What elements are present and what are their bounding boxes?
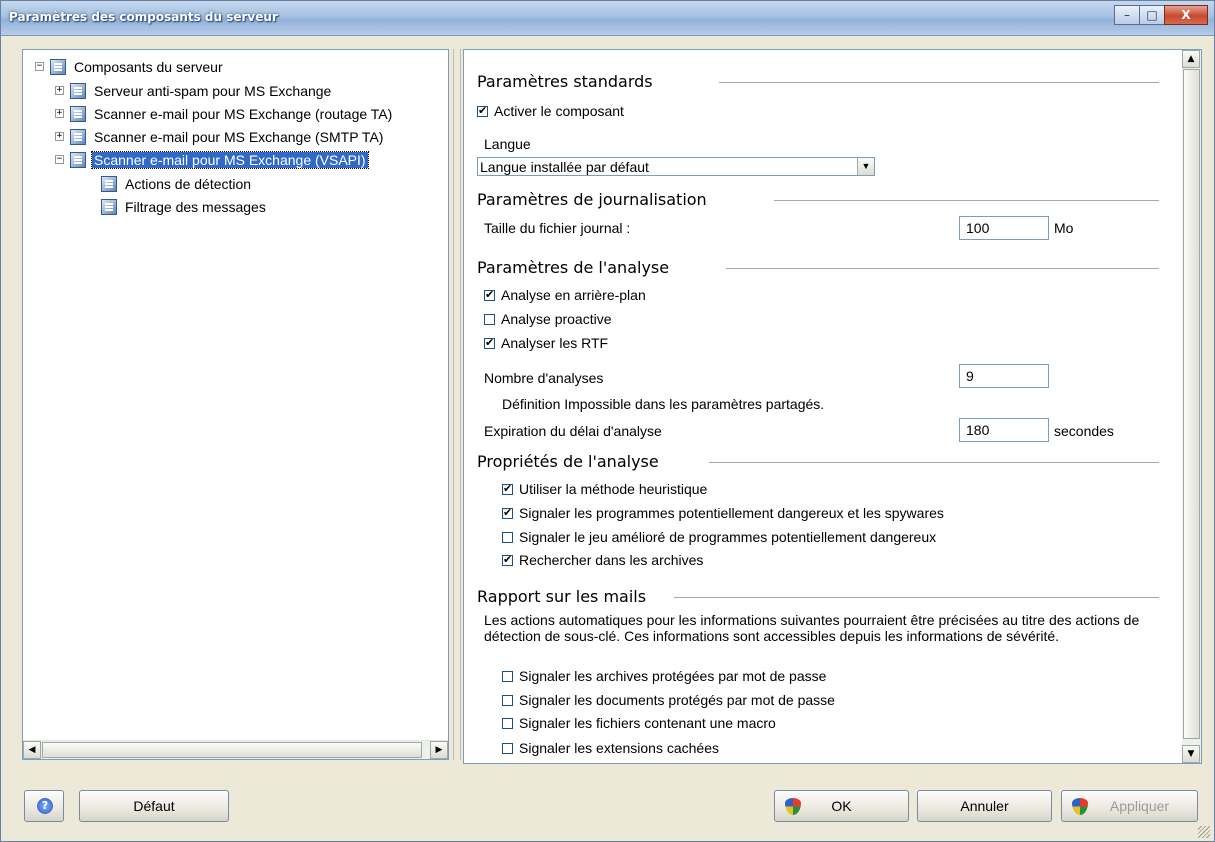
settings-panel [463, 49, 1202, 764]
tree-item-label: Serveur anti-spam pour MS Exchange [94, 82, 332, 99]
checkbox-label: Analyse en arrière-plan [501, 287, 646, 303]
checkbox-icon[interactable] [502, 671, 513, 682]
scroll-thumb[interactable] [1183, 69, 1200, 739]
tree-item-vsapi[interactable] [55, 149, 368, 170]
scan-timeout-input[interactable]: 180 [959, 418, 1049, 442]
resize-grip-icon[interactable] [1198, 826, 1210, 838]
close-button[interactable]: X [1164, 5, 1208, 25]
protected-documents-checkbox[interactable] [502, 692, 835, 708]
checkbox-label: Signaler le jeu amélioré de programmes potentiellement dangereux [519, 529, 937, 545]
tree-item-routing-ta[interactable] [55, 103, 394, 124]
section-title-logging: Paramètres de journalisation [477, 190, 707, 209]
checkbox-icon[interactable] [502, 555, 513, 566]
tree-item-label: Composants du serveur [74, 58, 223, 75]
scroll-right-icon[interactable]: ▶ [430, 741, 448, 759]
section-divider [674, 597, 1159, 598]
scan-rtf-checkbox[interactable] [484, 335, 608, 351]
help-button[interactable] [24, 790, 64, 822]
checkbox-label: Signaler les programmes potentiellement dangereux et les spywares [519, 505, 944, 521]
checkbox-label: Utiliser la méthode heuristique [519, 481, 708, 497]
component-icon [70, 152, 86, 168]
hidden-extensions-checkbox[interactable] [502, 740, 719, 756]
settings-vertical-scrollbar[interactable] [1182, 50, 1201, 763]
background-scan-checkbox[interactable] [484, 287, 646, 303]
checkbox-icon[interactable] [502, 718, 513, 729]
scan-count-note: Définition Impossible dans les paramètres partagés. [502, 396, 825, 412]
checkbox-label: Signaler les extensions cachées [519, 740, 720, 756]
chevron-down-icon[interactable]: ▼ [857, 158, 874, 175]
tree-item-label: Filtrage des messages [125, 198, 266, 215]
panel-splitter[interactable] [453, 49, 461, 760]
scroll-up-icon[interactable]: ▲ [1182, 50, 1200, 68]
checkbox-label: Activer le composant [494, 103, 624, 119]
shield-icon [785, 798, 801, 815]
minimize-button[interactable]: – [1114, 5, 1140, 25]
proactive-scan-checkbox[interactable] [484, 311, 612, 327]
section-title-standard: Paramètres standards [477, 72, 653, 91]
scan-timeout-unit: secondes [1054, 423, 1114, 439]
mail-report-description: Les actions automatiques pour les informations suivantes pourraient être précisées au titre des actions de détection de sous-clé. Ces informations sont accessibles depuis les informations de sévérité. [484, 612, 1140, 644]
search-archives-checkbox[interactable] [502, 552, 703, 568]
section-divider [709, 462, 1159, 463]
checkbox-label: Analyser les RTF [501, 335, 609, 351]
tree-item-message-filtering[interactable] [101, 196, 268, 217]
shield-icon [1072, 798, 1088, 815]
component-icon [70, 83, 86, 99]
scroll-left-icon[interactable]: ◀ [23, 741, 41, 759]
component-icon [50, 59, 66, 75]
scroll-down-icon[interactable]: ▼ [1182, 745, 1200, 763]
cancel-button[interactable]: Annuler [917, 790, 1052, 822]
pup-checkbox[interactable] [502, 505, 944, 521]
tree-item-label: Scanner e-mail pour MS Exchange (routage TA) [94, 105, 393, 122]
apply-button[interactable] [1061, 790, 1198, 822]
component-icon [101, 199, 117, 215]
tree-item-detection-actions[interactable] [101, 173, 253, 194]
checkbox-label: Rechercher dans les archives [519, 552, 704, 568]
section-title-scan: Paramètres de l'analyse [477, 258, 670, 277]
dialog-button-bar [1, 776, 1214, 842]
component-tree-panel[interactable] [22, 49, 449, 760]
settings-content [464, 50, 1182, 763]
title-bar[interactable] [1, 1, 1214, 36]
window-title: Paramètres des composants du serveur [9, 10, 278, 24]
checkbox-icon[interactable] [502, 695, 513, 706]
section-divider [719, 82, 1159, 83]
language-select[interactable] [477, 157, 875, 176]
component-icon [101, 176, 117, 192]
heuristic-checkbox[interactable] [502, 481, 707, 497]
checkbox-icon[interactable] [502, 743, 513, 754]
scan-count-label: Nombre d'analyses [484, 370, 604, 386]
collapse-icon[interactable]: − [36, 61, 43, 71]
log-size-input[interactable]: 100 [959, 216, 1049, 240]
ok-button[interactable] [774, 790, 909, 822]
component-icon [70, 129, 86, 145]
macro-files-checkbox[interactable] [502, 715, 776, 731]
maximize-button[interactable]: □ [1139, 5, 1165, 25]
tree-item-root[interactable] [35, 56, 225, 77]
collapse-icon[interactable]: − [56, 154, 63, 164]
checkbox-icon[interactable] [502, 532, 513, 543]
checkbox-icon[interactable] [484, 338, 495, 349]
ok-button-label: OK [831, 798, 852, 814]
tree-horizontal-scrollbar[interactable] [23, 740, 448, 759]
tree-item-antispam[interactable] [55, 80, 333, 101]
section-divider [726, 268, 1159, 269]
checkbox-icon[interactable] [502, 508, 513, 519]
checkbox-label: Signaler les documents protégés par mot de passe [519, 692, 835, 708]
enable-component-checkbox[interactable] [477, 103, 624, 119]
expand-icon[interactable]: + [56, 85, 63, 95]
language-label: Langue [484, 136, 531, 152]
checkbox-icon[interactable] [484, 290, 495, 301]
checkbox-label: Signaler les archives protégées par mot de passe [519, 668, 827, 684]
expand-icon[interactable]: + [56, 131, 63, 141]
help-icon: ? [37, 798, 53, 814]
checkbox-label: Signaler les fichiers contenant une macro [519, 715, 776, 731]
section-title-scan-properties: Propriétés de l'analyse [477, 452, 659, 471]
component-icon [70, 106, 86, 122]
scan-count-input[interactable]: 9 [959, 364, 1049, 388]
pup-enhanced-checkbox[interactable] [502, 529, 936, 545]
window-controls [1115, 5, 1208, 27]
apply-button-label: Appliquer [1109, 798, 1170, 814]
tree-item-label: Scanner e-mail pour MS Exchange (SMTP TA) [94, 128, 384, 145]
log-size-unit: Mo [1054, 220, 1074, 236]
checkbox-icon[interactable] [484, 314, 495, 325]
tree-item-label: Actions de détection [125, 175, 252, 192]
tree-item-smtp-ta[interactable] [55, 126, 385, 147]
checkbox-icon[interactable] [502, 484, 513, 495]
protected-archives-checkbox[interactable] [502, 668, 826, 684]
tree-item-label: Scanner e-mail pour MS Exchange (VSAPI) [94, 151, 366, 168]
log-size-label: Taille du fichier journal : [484, 220, 631, 236]
scan-timeout-label: Expiration du délai d'analyse [484, 423, 662, 439]
checkbox-label: Analyse proactive [501, 311, 612, 327]
default-button[interactable]: Défaut [79, 790, 229, 822]
scroll-thumb[interactable] [42, 742, 422, 758]
language-select-value: Langue installée par défaut [480, 159, 649, 175]
section-divider [774, 200, 1159, 201]
section-title-mail-report: Rapport sur les mails [477, 587, 647, 606]
expand-icon[interactable]: + [56, 108, 63, 118]
checkbox-icon[interactable] [477, 106, 488, 117]
